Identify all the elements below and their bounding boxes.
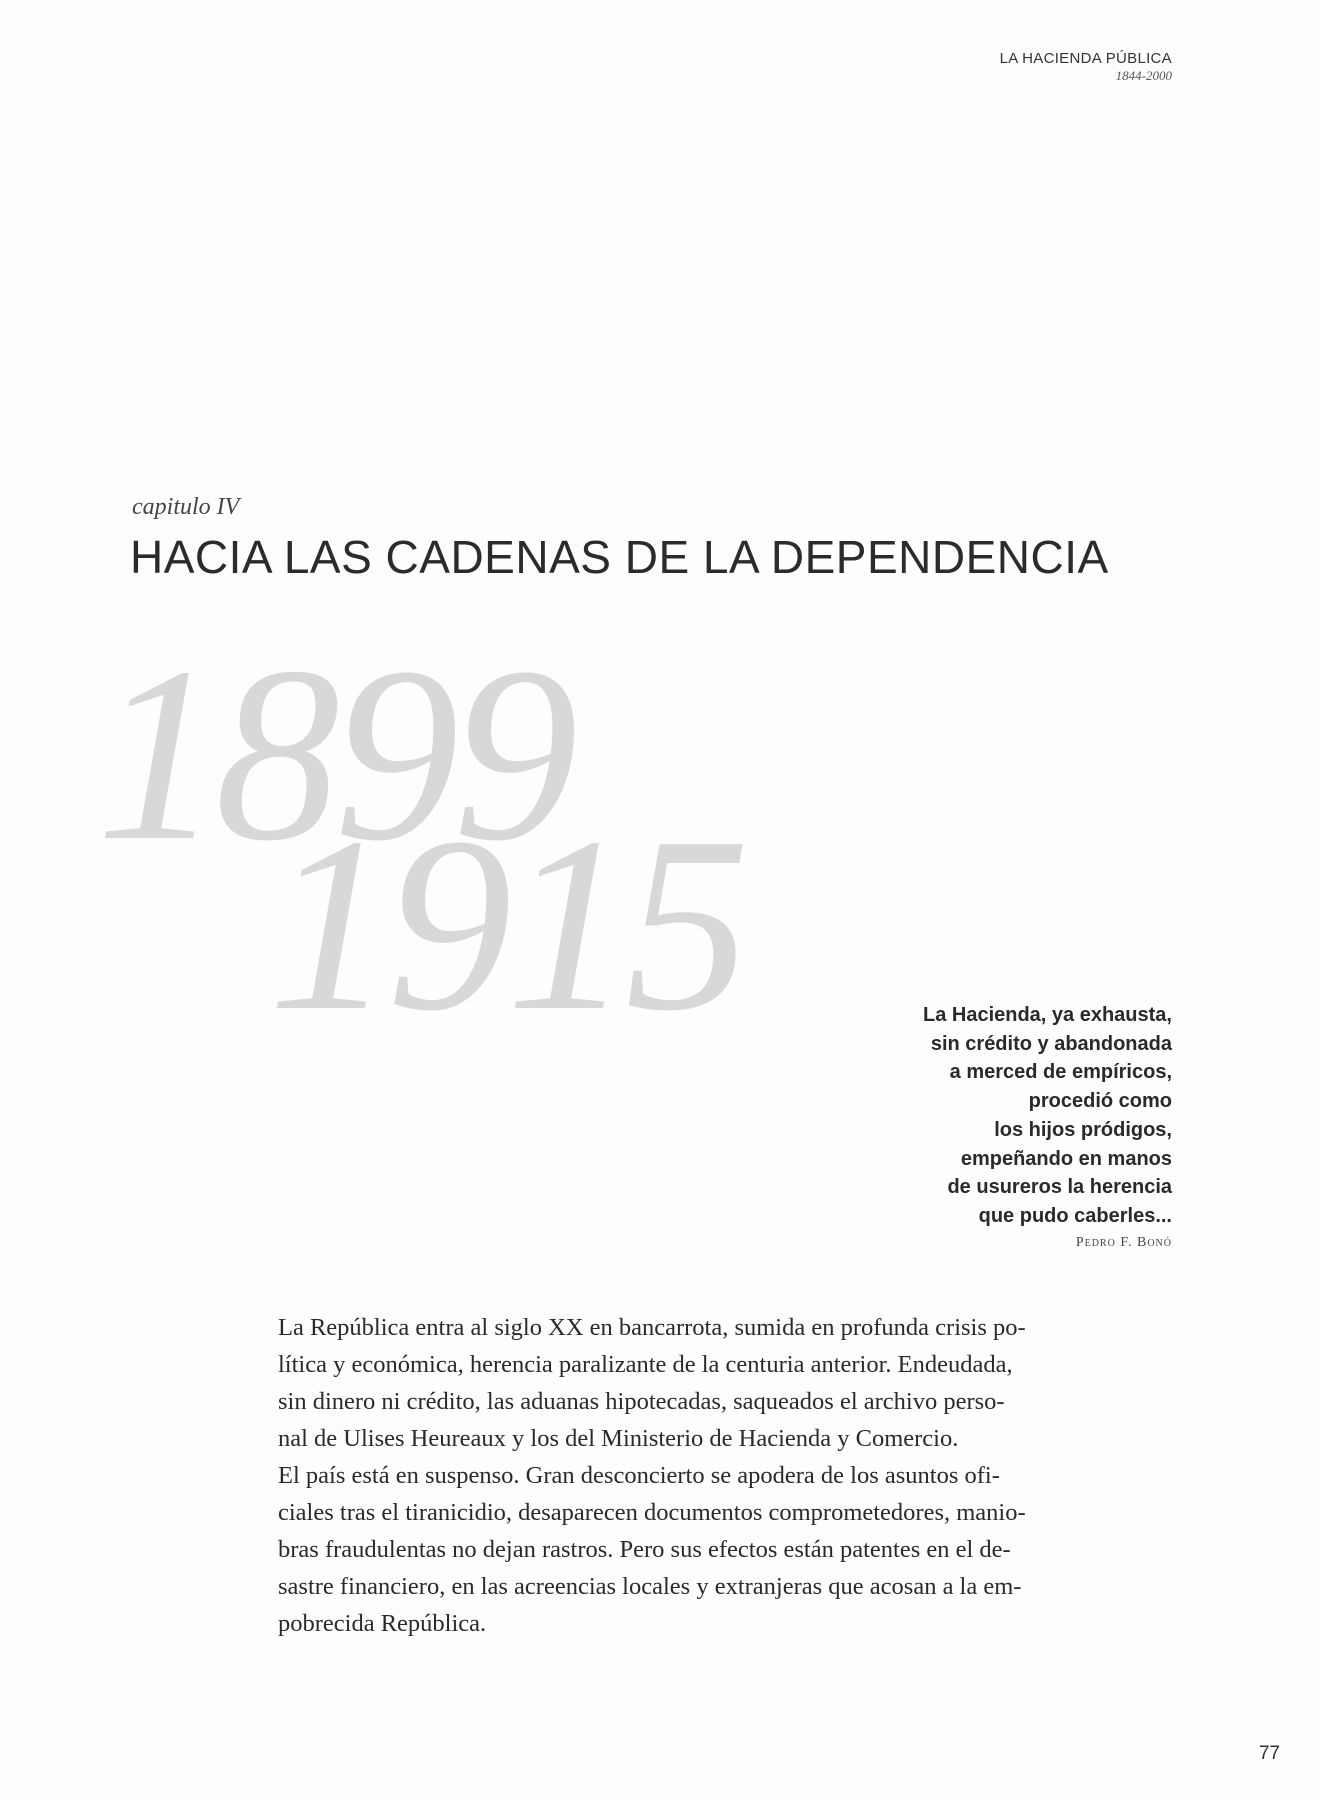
body-line: ciales tras el tiranicidio, desaparecen documentos comprometedores, manio-	[278, 1499, 1026, 1526]
epigraph-line: empeñando en manos	[960, 1147, 1172, 1170]
epigraph-line: procedió como	[1028, 1090, 1172, 1113]
epigraph-line: sin crédito y abandonada	[930, 1032, 1172, 1055]
running-header-years: 1844-2000	[1115, 68, 1172, 83]
epigraph-line: de usureros la herencia	[947, 1176, 1172, 1199]
chapter-year-start: 1899	[96, 616, 572, 893]
chapter-year-end: 1915	[268, 786, 744, 1063]
body-text	[278, 1309, 1178, 1642]
page-number: 77	[1258, 1743, 1280, 1764]
body-line: nal de Ulises Heureaux y los del Ministerio de Hacienda y Comercio.	[278, 1425, 959, 1452]
body-line: La República entra al siglo XX en bancarrota, sumida en profunda crisis po-	[278, 1314, 1026, 1341]
body-line: sin dinero ni crédito, las aduanas hipotecadas, saqueados el archivo perso-	[278, 1388, 1005, 1415]
body-line: pobrecida República.	[278, 1610, 487, 1637]
body-line: bras fraudulentas no dejan rastros. Pero sus efectos están patentes en el de-	[278, 1536, 1011, 1563]
epigraph-author: Pedro F. Bonó	[1075, 1234, 1172, 1250]
epigraph-line: que pudo caberles...	[978, 1204, 1172, 1227]
chapter-title: HACIA LAS CADENAS DE LA DEPENDENCIA	[130, 531, 1109, 583]
running-header	[1000, 50, 1172, 84]
running-header-title: LA HACIENDA PÚBLICA	[999, 50, 1172, 67]
epigraph-line: los hijos pródigos,	[994, 1118, 1172, 1141]
chapter-label: capitulo IV	[132, 494, 240, 520]
body-line: lítica y económica, herencia paralizante de la centuria anterior. Endeudada,	[278, 1351, 1013, 1378]
epigraph-line: La Hacienda, ya exhausta,	[922, 1004, 1172, 1026]
epigraph	[752, 1001, 1172, 1251]
body-line: sastre financiero, en las acreencias locales y extranjeras que acosan a la em-	[278, 1573, 1022, 1600]
body-line: El país está en suspenso. Gran desconcierto se apodera de los asuntos ofi-	[278, 1462, 1000, 1489]
epigraph-line: a merced de empíricos,	[949, 1061, 1172, 1084]
